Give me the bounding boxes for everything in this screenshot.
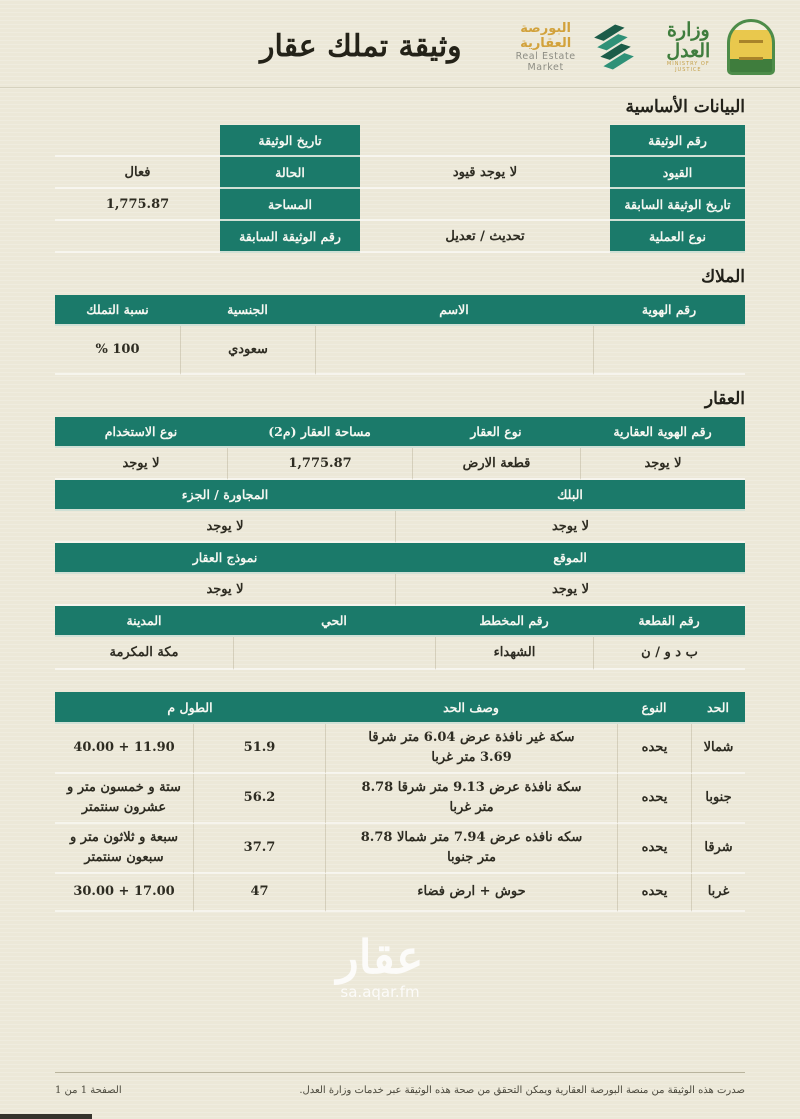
value-border-type: يحده bbox=[617, 724, 691, 774]
label-document-number: رقم الوثيقة bbox=[610, 125, 745, 157]
value-plot-number: ب د و / ن bbox=[593, 637, 745, 670]
value-border-type: يحده bbox=[617, 874, 691, 912]
borders-table-header bbox=[55, 692, 745, 724]
value-border-description: سكة نافذة عرض 9.13 متر شرقا 8.78 متر غربا bbox=[325, 774, 617, 824]
value-previous-document-date bbox=[360, 189, 610, 221]
value-border-length-text: 40.00 + 11.90 bbox=[55, 724, 193, 774]
document-footer bbox=[55, 1072, 745, 1096]
value-owner-name bbox=[315, 326, 593, 375]
label-restrictions: القيود bbox=[610, 157, 745, 189]
value-city: مكة المكرمة bbox=[55, 637, 233, 670]
basic-data-table bbox=[55, 125, 745, 253]
value-property-id: لا يوجد bbox=[580, 448, 745, 480]
ministry-of-justice-logo bbox=[658, 19, 775, 75]
header-owner-id: رقم الهوية bbox=[593, 295, 745, 326]
value-border-type: يحده bbox=[617, 824, 691, 874]
value-border-side: شمالا bbox=[691, 724, 745, 774]
value-border-length-text: 30.00 + 17.00 bbox=[55, 874, 193, 912]
header-property-id: رقم الهوية العقارية bbox=[580, 417, 745, 448]
header-district: الحي bbox=[233, 606, 435, 637]
watermark-brand: عقار bbox=[336, 930, 424, 984]
value-property-area: 1,775.87 bbox=[227, 448, 412, 480]
border-row-west bbox=[55, 874, 745, 912]
aqar-watermark bbox=[325, 932, 435, 1001]
value-border-description: حوش + ارض فضاء bbox=[325, 874, 617, 912]
value-usage-type: لا يوجد bbox=[55, 448, 227, 480]
value-border-length-number: 56.2 bbox=[193, 774, 325, 824]
label-area: المساحة bbox=[220, 189, 360, 221]
value-restrictions: لا يوجد قيود bbox=[360, 157, 610, 189]
value-document-number bbox=[360, 125, 610, 157]
value-border-length-number: 37.7 bbox=[193, 824, 325, 874]
header-property-area: مساحة العقار (م2) bbox=[227, 417, 412, 448]
section-heading-property: العقار bbox=[704, 389, 745, 409]
header-border-type: النوع bbox=[617, 692, 691, 724]
border-row-north bbox=[55, 724, 745, 774]
value-border-side: جنوبا bbox=[691, 774, 745, 824]
header-owner-nationality: الجنسية bbox=[180, 295, 315, 326]
header-location: الموقع bbox=[395, 543, 745, 574]
footer-disclaimer: صدرت هذه الوثيقة من منصة البورصة العقارية ويمكن التحقق من صحة هذه الوثيقة عبر خدمات وزارة العدل. bbox=[299, 1085, 745, 1096]
header-neighborhood-part: المجاورة / الجزء bbox=[55, 480, 395, 511]
header-plan-number: رقم المخطط bbox=[435, 606, 593, 637]
label-document-date: تاريخ الوثيقة bbox=[220, 125, 360, 157]
real-estate-market-icon bbox=[592, 24, 636, 70]
owners-table-row bbox=[55, 326, 745, 375]
value-property-type: قطعة الارض bbox=[412, 448, 580, 480]
value-document-date bbox=[55, 125, 220, 157]
value-block: لا يوجد bbox=[395, 511, 745, 543]
value-area: 1,775.87 bbox=[55, 189, 220, 221]
owners-table-header bbox=[55, 295, 745, 326]
value-border-description: سكة غير نافذة عرض 6.04 متر شرقا 3.69 متر غربا bbox=[325, 724, 617, 774]
section-heading-owners: الملاك bbox=[701, 267, 745, 287]
ministry-name-arabic: وزارة العدل bbox=[666, 18, 711, 62]
header-plot-number: رقم القطعة bbox=[593, 606, 745, 637]
market-name-english: Real Estate Market bbox=[515, 50, 576, 73]
border-row-south bbox=[55, 774, 745, 824]
value-border-length-number: 51.9 bbox=[193, 724, 325, 774]
watermark-url: sa.aqar.fm bbox=[340, 982, 420, 1001]
value-operation-type: تحديث / تعديل bbox=[360, 221, 610, 253]
value-border-side: شرقا bbox=[691, 824, 745, 874]
section-heading-basic-data: البيانات الأساسية bbox=[625, 97, 745, 117]
label-previous-document-date: تاريخ الوثيقة السابقة bbox=[610, 189, 745, 221]
market-name-arabic: البورصة العقارية bbox=[520, 20, 572, 51]
plot-header-row bbox=[55, 606, 745, 637]
value-district bbox=[233, 637, 435, 670]
value-owner-share: % 100 bbox=[55, 326, 180, 375]
value-owner-nationality: سعودي bbox=[180, 326, 315, 375]
property-table-row bbox=[55, 448, 745, 480]
label-operation-type: نوع العملية bbox=[610, 221, 745, 253]
location-value-row bbox=[55, 574, 745, 606]
value-border-length-text: ستة و خمسون متر و عشرون سنتمتر bbox=[55, 774, 193, 824]
property-table-header bbox=[55, 417, 745, 448]
document-header bbox=[0, 0, 800, 88]
document-title: وثيقة تملك عقار bbox=[260, 29, 462, 64]
border-row-east bbox=[55, 824, 745, 874]
value-location: لا يوجد bbox=[395, 574, 745, 606]
value-status: فعال bbox=[55, 157, 220, 189]
ministry-name-english: MINISTRY OF JUSTICE bbox=[666, 61, 710, 74]
footer-page-number: الصفحة 1 من 1 bbox=[55, 1085, 122, 1096]
plot-value-row bbox=[55, 637, 745, 670]
value-border-length-text: سبعة و ثلاثون متر و سبعون سنتمتر bbox=[55, 824, 193, 874]
label-previous-document-number: رقم الوثيقة السابقة bbox=[220, 221, 360, 253]
header-city: المدينة bbox=[55, 606, 233, 637]
header-border-side: الحد bbox=[691, 692, 745, 724]
header-block: البلك bbox=[395, 480, 745, 511]
block-value-row bbox=[55, 511, 745, 543]
value-border-description: سكه نافذه عرض 7.94 متر شمالا 8.78 متر جنوبا bbox=[325, 824, 617, 874]
real-estate-market-logo bbox=[510, 21, 636, 73]
header-owner-share: نسبة التملك bbox=[55, 295, 180, 326]
location-header-row bbox=[55, 543, 745, 574]
header-property-model: نموذج العقار bbox=[55, 543, 395, 574]
header-border-length: الطول م bbox=[55, 692, 325, 724]
value-border-length-number: 47 bbox=[193, 874, 325, 912]
scan-corner-mark bbox=[0, 1114, 92, 1119]
value-owner-id bbox=[593, 326, 745, 375]
ministry-of-justice-emblem-icon bbox=[727, 19, 775, 75]
header-owner-name: الاسم bbox=[315, 295, 593, 326]
value-previous-document-number bbox=[55, 221, 220, 253]
block-header-row bbox=[55, 480, 745, 511]
header-property-type: نوع العقار bbox=[412, 417, 580, 448]
header-usage-type: نوع الاستخدام bbox=[55, 417, 227, 448]
value-border-side: غربا bbox=[691, 874, 745, 912]
label-status: الحالة bbox=[220, 157, 360, 189]
value-plan-number: الشهداء bbox=[435, 637, 593, 670]
header-border-description: وصف الحد bbox=[325, 692, 617, 724]
value-property-model: لا يوجد bbox=[55, 574, 395, 606]
value-border-type: يحده bbox=[617, 774, 691, 824]
value-neighborhood-part: لا يوجد bbox=[55, 511, 395, 543]
